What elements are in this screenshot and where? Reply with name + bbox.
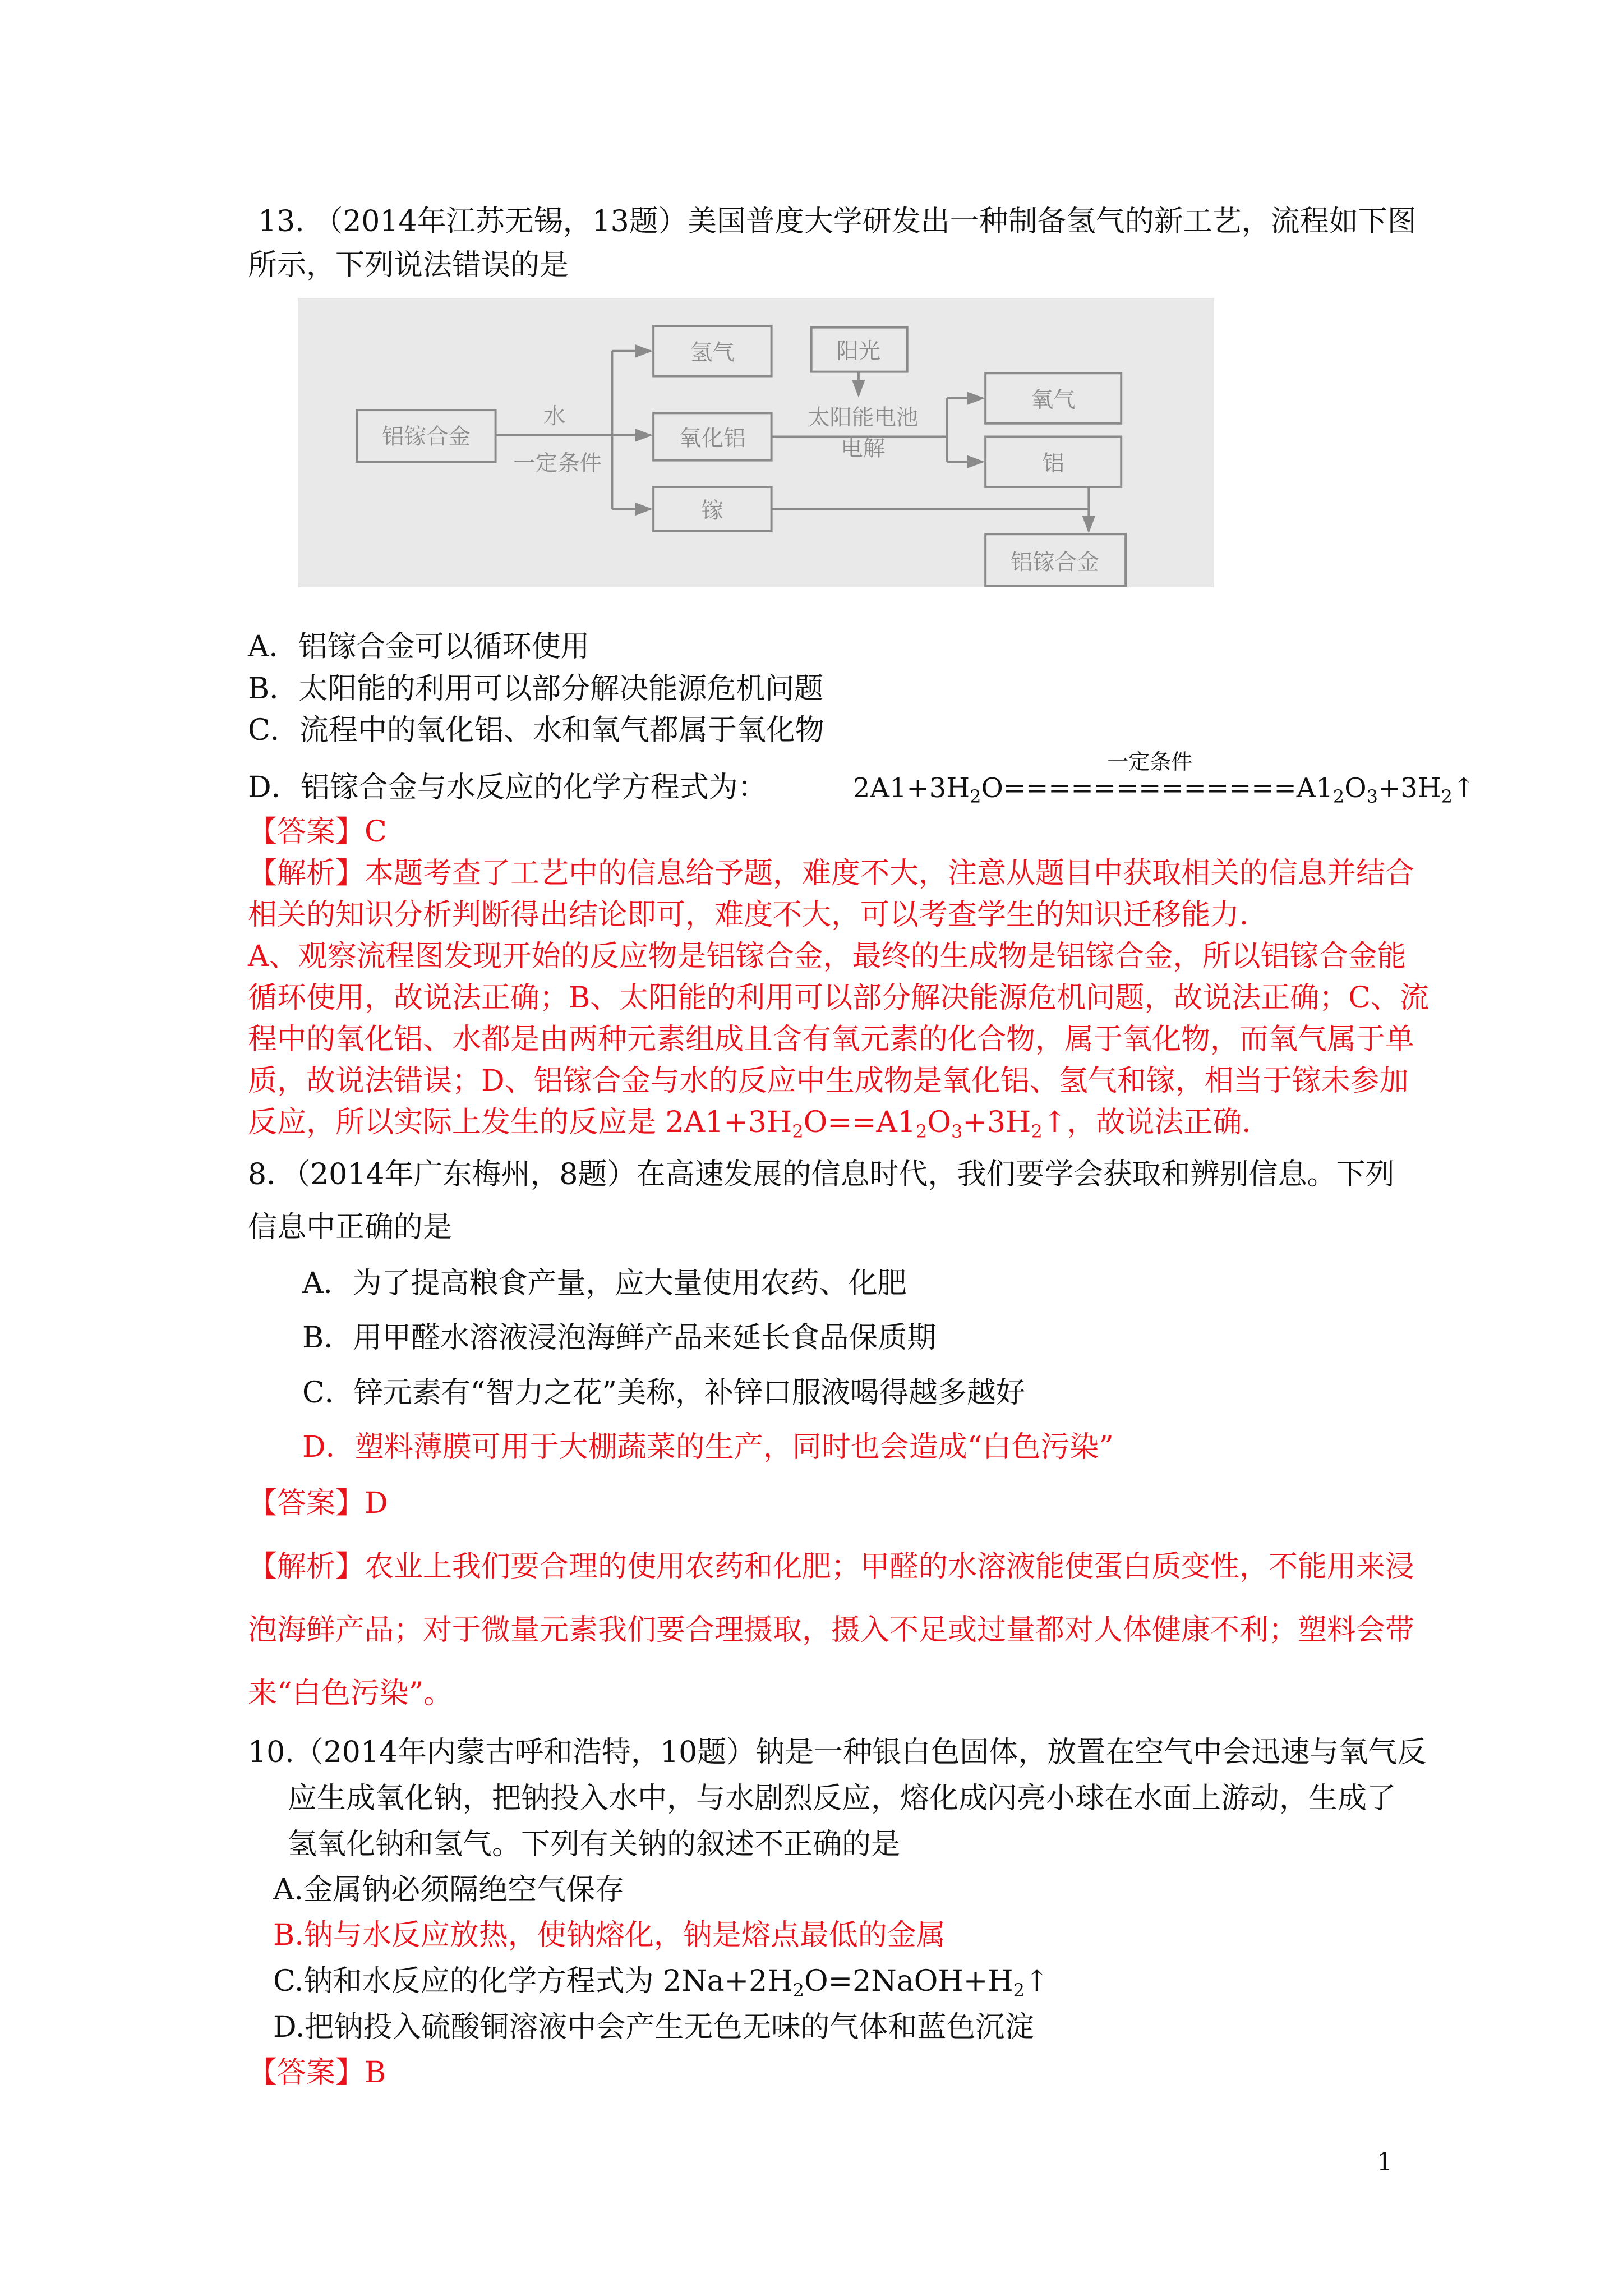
eq-sub: 2	[916, 1121, 928, 1142]
label-oxygen: 氧气	[1031, 386, 1076, 413]
text: O=2NaOH+H	[804, 1964, 1013, 1998]
q13-analysis-line: A、观察流程图发现开始的反应物是铝镓合金，最终的生成物是铝镓合金，所以铝镓合金能	[248, 940, 1407, 973]
q8-analysis-line: 泡海鲜产品；对于微量元素我们要合理摄取，摄入不足或过量都对人体健康不利；塑料会带	[248, 1613, 1415, 1647]
q10-option-c	[273, 1964, 1049, 2001]
eq-sub: 2	[792, 1980, 804, 2001]
eq-part: O	[981, 772, 1003, 804]
eq-sub: 3	[1366, 786, 1378, 807]
q13-analysis-line: 程中的氧化铝、水都是由两种元素组成且含有氧元素的化合物，属于氧化物，而氧气属于单	[248, 1023, 1415, 1056]
eq-sign	[1003, 749, 1297, 804]
eq-equals: =============	[1003, 772, 1297, 804]
q8-option-c: C．锌元素有“智力之花”美称，补锌口服液喝得越多越好	[302, 1376, 1025, 1410]
q13-answer: 【答案】C	[248, 815, 387, 849]
q8-analysis-line: 来“白色污染”。	[248, 1677, 453, 1710]
q8-option-b: B．用甲醛水溶液浸泡海鲜产品来延长食品保质期	[302, 1321, 937, 1355]
q10-stem-line1: 10.（2014年内蒙古呼和浩特，10题）钠是一种银白色固体，放置在空气中会迅速与氧气反	[248, 1736, 1427, 1769]
process-flow-diagram	[298, 298, 1214, 587]
label-hydrogen: 氢气	[690, 339, 735, 366]
q13-analysis-line	[248, 1106, 1271, 1142]
q10-answer: 【答案】B	[248, 2056, 386, 2090]
q8-analysis-line: 【解析】农业上我们要合理的使用农药和化肥；甲醛的水溶液能使蛋白质变性，不能用来浸	[248, 1550, 1415, 1584]
eq-part: A1	[1296, 772, 1333, 804]
label-sunlight: 阳光	[836, 338, 881, 364]
q13-option-d-text: D．铝镓合金与水反应的化学方程式为：	[248, 771, 767, 804]
label-alloy-out: 铝镓合金	[1010, 549, 1099, 576]
label-solar-cell: 太阳能电池	[808, 404, 919, 431]
eq-sub: 2	[970, 786, 981, 807]
q10-option-a: A.金属钠必须隔绝空气保存	[273, 1873, 625, 1907]
page-number: 1	[1377, 2148, 1393, 2177]
text: O==A1	[803, 1106, 916, 1139]
eq-sub: 2	[1332, 786, 1345, 807]
q10-stem-line2: 应生成氧化钠，把钠投入水中，与水剧烈反应，熔化成闪亮小球在水面上游动，生成了	[288, 1782, 1396, 1815]
label-alloy: 铝镓合金	[381, 424, 471, 450]
q13-equation	[852, 749, 1476, 807]
eq-part: O	[1344, 772, 1367, 804]
eq-part: 2A1+3H	[852, 772, 970, 804]
eq-sub: 2	[792, 1121, 804, 1142]
q13-analysis-line: 相关的知识分析判断得出结论即可，难度不大，可以考查学生的知识迁移能力．	[248, 898, 1269, 932]
label-water: 水	[543, 403, 566, 429]
q13-stem-line2: 所示，下列说法错误的是	[248, 249, 569, 282]
text: O	[927, 1106, 952, 1139]
label-aluminum: 铝	[1042, 450, 1064, 477]
q13-option-c: C．流程中的氧化铝、水和氧气都属于氧化物	[248, 714, 824, 747]
label-alumina: 氧化铝	[679, 425, 746, 452]
q8-stem-line1: 8．（2014年广东梅州，8题）在高速发展的信息时代，我们要学会获取和辨别信息。下列	[248, 1158, 1395, 1191]
label-electrolysis: 电解	[841, 435, 886, 462]
q13-option-a: A．铝镓合金可以循环使用	[248, 630, 590, 664]
q8-stem-line2: 信息中正确的是	[248, 1211, 453, 1244]
q13-stem-line1: 13. （2014年江苏无锡，13题）美国普度大学研发出一种制备氢气的新工艺，流程如下图	[258, 205, 1417, 238]
q8-option-d: D．塑料薄膜可用于大棚蔬菜的生产，同时也会造成“白色污染”	[302, 1430, 1114, 1464]
eq-sub: 2	[1013, 1980, 1025, 2001]
gas-arrow: ↑	[1025, 1964, 1049, 1998]
q13-analysis-line: 【解析】本题考查了工艺中的信息给予题，难度不大，注意从题目中获取相关的信息并结合	[248, 857, 1415, 890]
eq-sub: 3	[951, 1121, 963, 1142]
text: C.钠和水反应的化学方程式为 2Na+2H	[273, 1964, 793, 1998]
eq-sub: 2	[1441, 786, 1453, 807]
eq-condition: 一定条件	[1107, 749, 1193, 774]
q10-stem-line3: 氢氧化钠和氢气。下列有关钠的叙述不正确的是	[288, 1828, 901, 1861]
text: ↑，故说法正确．	[1042, 1106, 1271, 1139]
text: +3H	[962, 1106, 1031, 1139]
gas-arrow: ↑	[1452, 772, 1476, 804]
eq-sub: 2	[1031, 1121, 1043, 1142]
label-gallium: 镓	[701, 498, 724, 524]
q8-option-a: A．为了提高粮食产量，应大量使用农药、化肥	[302, 1267, 907, 1300]
q10-option-b: B.钠与水反应放热，使钠熔化，钠是熔点最低的金属	[273, 1918, 946, 1952]
q13-analysis-line: 循环使用，故说法正确；B、太阳能的利用可以部分解决能源危机问题，故说法正确；C、流	[248, 981, 1430, 1015]
eq-part: +3H	[1377, 772, 1441, 804]
q8-answer: 【答案】D	[248, 1487, 388, 1520]
q10-option-d: D.把钠投入硫酸铜溶液中会产生无色无味的气体和蓝色沉淀	[273, 2010, 1034, 2044]
text: 反应，所以实际上发生的反应是 2A1+3H	[248, 1106, 792, 1139]
q13-option-b: B．太阳能的利用可以部分解决能源危机问题	[248, 672, 824, 706]
label-condition: 一定条件	[513, 450, 602, 477]
q13-option-d	[248, 749, 1476, 807]
q13-analysis-line: 质，故说法错误；D、铝镓合金与水的反应中生成物是氧化铝、氢气和镓，相当于镓未参加	[248, 1064, 1409, 1098]
